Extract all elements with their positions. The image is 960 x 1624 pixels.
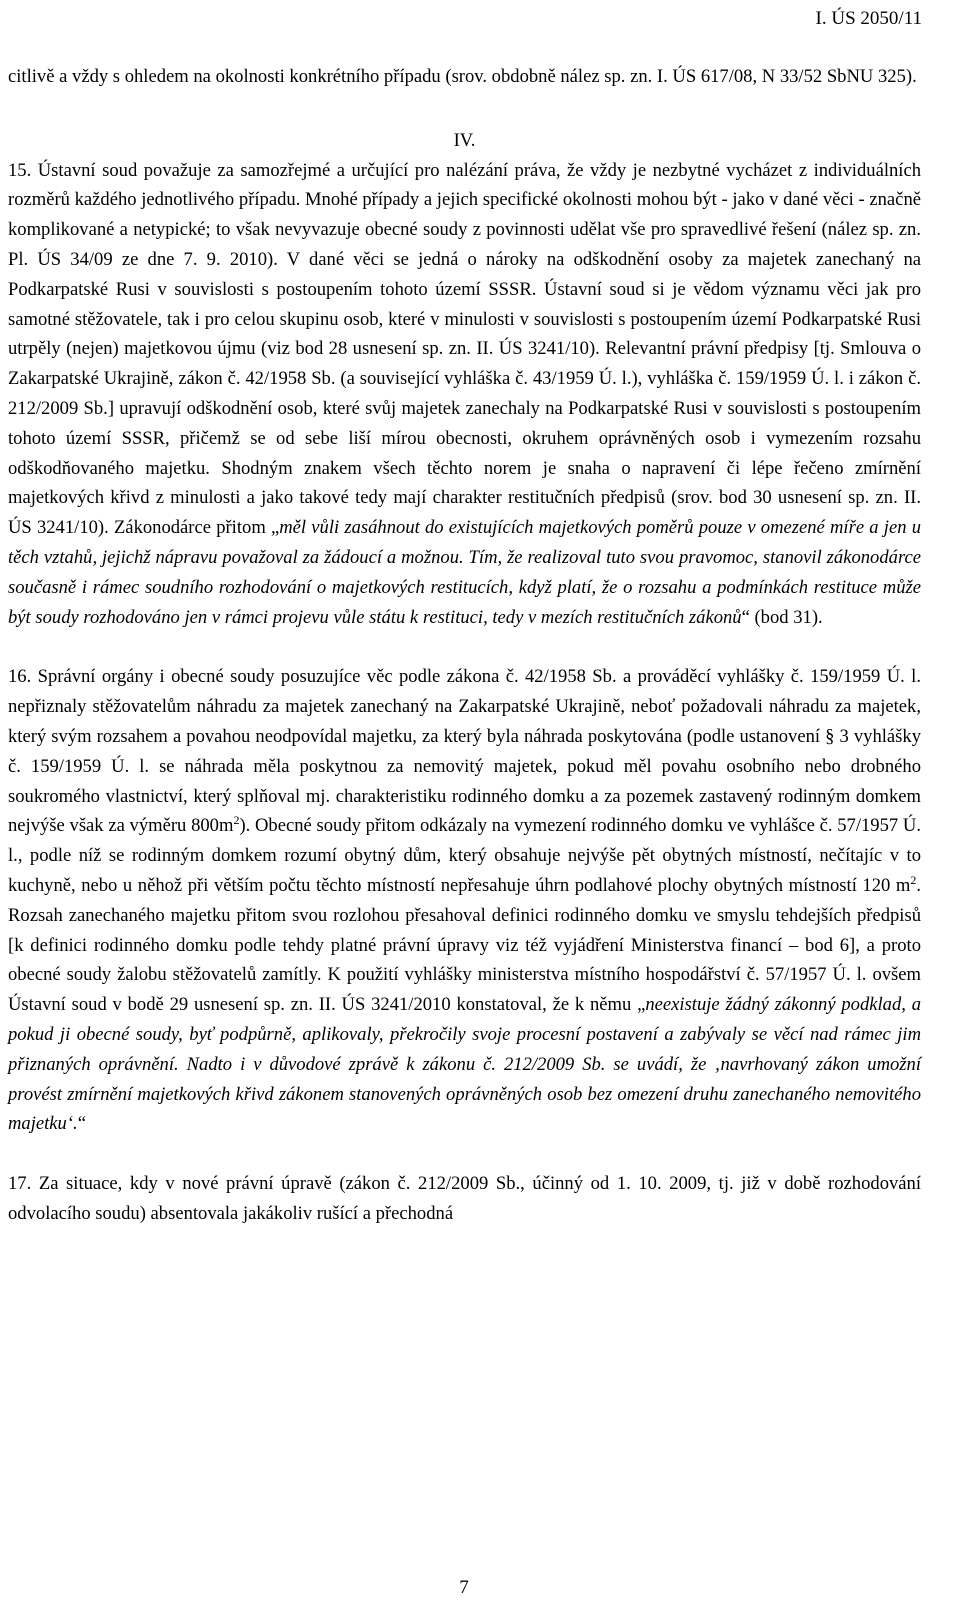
paragraph-16-quote: neexistuje žádný zákonný podklad, a pokud ji obecné soudy, byť podpůrně, aplikovaly, překročily svoje procesní postavení a zabývaly se věcí nad rámec jim přiznaných oprávnění. Nadto i v důvodové zprávě k zákonu č. 212/2009 Sb. se uvádí, že ‚navrhovaný zákon umožní provést zmírnění majetkových křivd zákonem stanovených oprávněných osob bez omezení druhu zanechaného nemovitého majetku‘.	[8, 994, 921, 1135]
paragraph-16	[8, 662, 921, 1139]
case-number-header: I. ÚS 2050/11	[815, 8, 922, 29]
paragraph-15-quote: měl vůli zasáhnout do existujících majetkových poměrů pouze v omezené míře a jen u těch vztahů, jejichž nápravu považoval za žádoucí a možnou. Tím, že realizoval tuto svou pravomoc, stanovil zákonodárce současně i rámec soudního rozhodování o majetkových restitucích, když platí, že o rozsahu a podmínkách restituce může být soudy rozhodováno jen v rámci projevu vůle státu k restituci, tedy v mezích restitučních zákonů	[8, 517, 921, 628]
page-number: 7	[459, 1577, 469, 1598]
paragraph-16-tail: “	[77, 1113, 86, 1135]
superscript-2: 2	[233, 813, 240, 828]
paragraph-15	[8, 156, 921, 633]
paragraph-15-text: 15. Ústavní soud považuje za samozřejmé a určující pro nalézání práva, že vždy je nezbytné vycházet z individuálních rozměrů každého jednotlivého případu. Mnohé případy a jejich specifické okolnosti mohou být - jako v dané věci - značně komplikované a netypické; to však nevyvazuje obecné soudy z povinnosti udělat vše pro spravedlivé řešení (nález sp. zn. Pl. ÚS 34/09 ze dne 7. 9. 2010). V dané věci se jedná o nároky na odškodnění osoby za majetek zanechaný na Podkarpatské Rusi v souvislosti s postoupením tohoto území SSSR. Ústavní soud si je vědom významu věci jak pro samotné stěžovatele, tak i pro celou skupinu osob, které v minulosti v souvislosti s postoupením území Podkarpatské Rusi utrpěly (nejen) majetkovou újmu (viz bod 28 usnesení sp. zn. II. ÚS 3241/10). Relevantní právní předpisy [tj. Smlouva o Zakarpatské Ukrajině, zákon č. 42/1958 Sb. (a související vyhláška č. 43/1959 Ú. l.), vyhláška č. 159/1959 Ú. l. i zákon č. 212/2009 Sb.] upravují odškodnění osob, které svůj majetek zanechaly na Podkarpatské Rusi v souvislosti s postoupením tohoto území SSSR, přičemž se od sebe liší mírou obecnosti, okruhem oprávněných osob i vymezením rozsahu odškodňovaného majetku. Shodným znakem všech těchto norem je snaha o napravení či lépe řečeno zmírnění majetkových křivd z minulosti a jako takové tedy mají charakter restitučních předpisů (srov. bod 30 usnesení sp. zn. II. ÚS 3241/10). Zákonodárce přitom „	[8, 159, 921, 539]
paragraph-16-text-c: . Rozsah zanechaného majetku přitom svou rozlohou přesahoval definici rodinného domku ve smyslu tehdejších předpisů [k definici rodinného domku podle tehdy platné právní úpravy viz též vyjádření Ministerstva financí – bod 6], a proto obecné soudy žalobu stěžovatelů zamítly. K použití vyhlášky ministerstva místního hospodářství č. 57/1957 Ú. l. ovšem Ústavní soud v bodě 29 usnesení sp. zn. II. ÚS 3241/2010 konstatoval, že k němu „	[8, 874, 921, 1016]
paragraph-15-tail: “ (bod 31).	[741, 606, 823, 628]
intro-paragraph: citlivě a vždy s ohledem na okolnosti konkrétního případu (srov. obdobně nález sp. zn. I. ÚS 617/08, N 33/52 SbNU 325).	[8, 66, 917, 87]
document-body	[8, 62, 921, 1229]
paragraph-17: 17. Za situace, kdy v nové právní úpravě (zákon č. 212/2009 Sb., účinný od 1. 10. 2009, tj. již v době rozhodování odvolacího soudu) absentovala jakákoliv rušící a přechodná	[8, 1173, 921, 1224]
paragraph-16-text-a: 16. Správní orgány i obecné soudy posuzujíce věc podle zákona č. 42/1958 Sb. a prováděcí vyhlášky č. 159/1959 Ú. l. nepřiznaly stěžovatelům náhradu za majetek zanechaný na Zakarpatské Ukrajině, neboť požadovali náhradu za majetek, který svým rozsahem a povahou neodpovídal majetku, za který byla náhrada poskytována (podle ustanovení § 3 vyhlášky č. 159/1959 Ú. l. se náhrada měla poskytnou za nemovitý majetek, pokud měl povahu osobního nebo drobného soukromého vlastnictví, který splňoval mj. charakteristiku rodinného domku a za pozemek zastavený rodinným domkem nejvýše však za výměru 800m	[8, 666, 921, 837]
superscript-2: 2	[910, 872, 917, 887]
paragraph-16-text-b: ). Obecné soudy přitom odkázaly na vymezení rodinného domku ve vyhlášce č. 57/1957 Ú. l., podle níž se rodinným domkem rozumí obytný dům, který obsahuje nejvýše pět obytných místností, nečítajíc v to kuchyně, nebo u něhož při větším počtu těchto místností nepřesahuje úhrn podlahové plochy obytných místností 120 m	[8, 815, 921, 896]
section-heading: IV.	[453, 129, 476, 151]
